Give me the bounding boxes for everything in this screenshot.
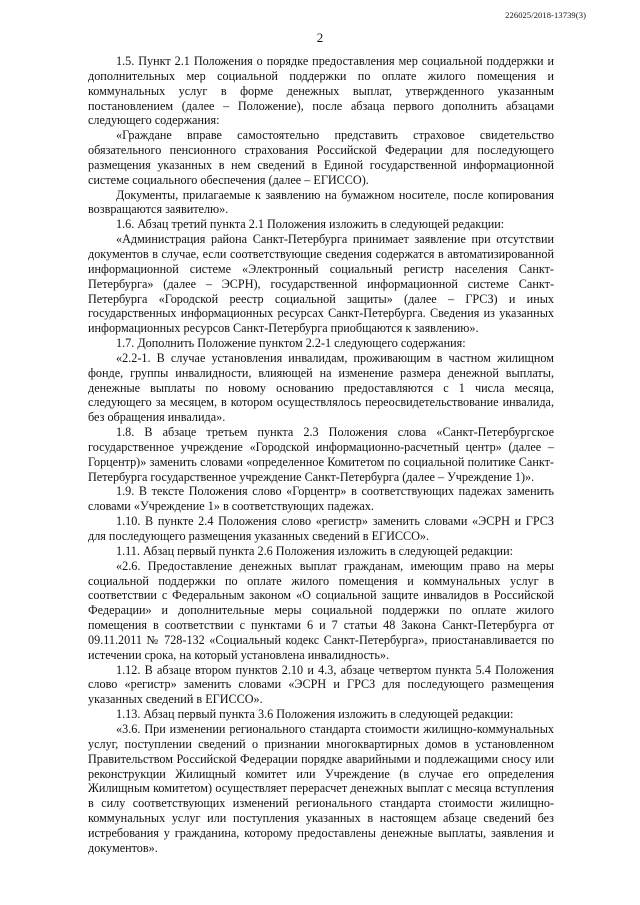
page-number: 2: [316, 30, 324, 45]
document-id: 226025/2018-13739(3): [505, 10, 586, 20]
paragraph: «Администрация района Санкт-Петербурга принимает заявление при отсутствии документов в случае, если соответствующие сведения содержатся в автоматизированной информационной системе «Электронный социальный регистр населения Санкт-Петербурга» (далее – ЭСРН), государственной информационной системе Санкт-Петербурга «Городской реестр социальной защиты» (далее – ГРСЗ) и иных государственных информационных ресурсах Санкт-Петербурга. Сведения из указанных информационных ресурсов Санкт-Петербурга приобщаются к заявлению».: [88, 232, 554, 336]
paragraph: «Граждане вправе самостоятельно представить страховое свидетельство обязательного пенсионного страхования Российской Федерации для последующего размещения указанных в нем сведений в Единой государственной информационной системе социального обеспечения (далее – ЕГИССО).: [88, 128, 554, 187]
paragraph: «3.6. При изменении регионального стандарта стоимости жилищно-коммунальных услуг, поступлении сведений о признании многоквартирных домов в установленном Правительством Российской Федерации порядке аварийными и подлежащими сносу или реконструкции Жилищный комитет или Учреждение (в случае его определения Жилищным комитетом) осуществляет перерасчет денежных выплат с месяца вступления в силу соответствующих изменений регионального стандарта стоимости жилищно-коммунальных услуг или поступления указанных в настоящем абзаце сведений без истребования у гражданина, которому предоставлены денежные выплаты, заявления и документов».: [88, 721, 554, 855]
paragraph: «2.2-1. В случае установления инвалидам, проживающим в частном жилищном фонде, группы инвалидности, влияющей на изменение размера денежной выплаты, денежные выплаты по новому основанию предоставляются с 1 числа месяца, следующего за месяцем, в котором осуществлялось переосвидетельствование инвалида, без обращения инвалида».: [88, 350, 554, 425]
paragraph: 1.9. В тексте Положения слово «Горцентр» в соответствующих падежах заменить словами «Учреждение 1» в соответствующих падежах.: [88, 484, 554, 514]
document-body: [88, 54, 554, 856]
paragraph: 1.8. В абзаце третьем пункта 2.3 Положения слова «Санкт-Петербургское государственное учреждение «Городской информационно-расчетный центр» (далее – Горцентр)» заменить словами «определенное Комитетом по социальной политике Санкт-Петербурга государственное учреждение Санкт-Петербурга (далее – Учреждение 1)».: [88, 425, 554, 484]
paragraph: 1.5. Пункт 2.1 Положения о порядке предоставления мер социальной поддержки и дополнительных мер социальной поддержки по оплате жилого помещения и коммунальных услуг в форме денежных выплат, утвержденного указанным постановлением (далее – Положение), после абзаца первого дополнить абзацами следующего содержания:: [88, 54, 554, 128]
paragraph: 1.7. Дополнить Положение пунктом 2.2-1 следующего содержания:: [116, 336, 466, 351]
paragraph: 1.6. Абзац третий пункта 2.1 Положения изложить в следующей редакции:: [116, 217, 505, 232]
paragraph: Документы, прилагаемые к заявлению на бумажном носителе, после копирования возвращаются заявителю».: [88, 187, 554, 217]
paragraph: «2.6. Предоставление денежных выплат гражданам, имеющим право на меры социальной поддержки по оплате жилого помещения и коммунальных услуг в соответствии с Федеральным законом «О социальной защите инвалидов в Российской Федерации» и дополнительные меры социальной поддержки по оплате жилого помещения в соответствии с пунктами 6 и 7 статьи 48 Закона Санкт-Петербурга от 09.11.2011 № 728-132 «Социальный кодекс Санкт-Петербурга», приостанавливается по истечении срока, на который установлена инвалидность».: [88, 558, 554, 662]
paragraph: 1.10. В пункте 2.4 Положения слово «регистр» заменить словами «ЭСРН и ГРСЗ для последующего размещения указанных сведений в ЕГИССО».: [88, 514, 554, 543]
paragraph: 1.11. Абзац первый пункта 2.6 Положения изложить в следующей редакции:: [116, 543, 513, 558]
paragraph: 1.12. В абзаце втором пунктов 2.10 и 4.3, абзаце четвертом пункта 5.4 Положения слово «регистр» заменить словами «ЭСРН и ГРСЗ для последующего размещения указанных сведений в ЕГИССО».: [88, 662, 554, 707]
paragraph: 1.13. Абзац первый пункта 3.6 Положения изложить в следующей редакции:: [116, 707, 514, 722]
